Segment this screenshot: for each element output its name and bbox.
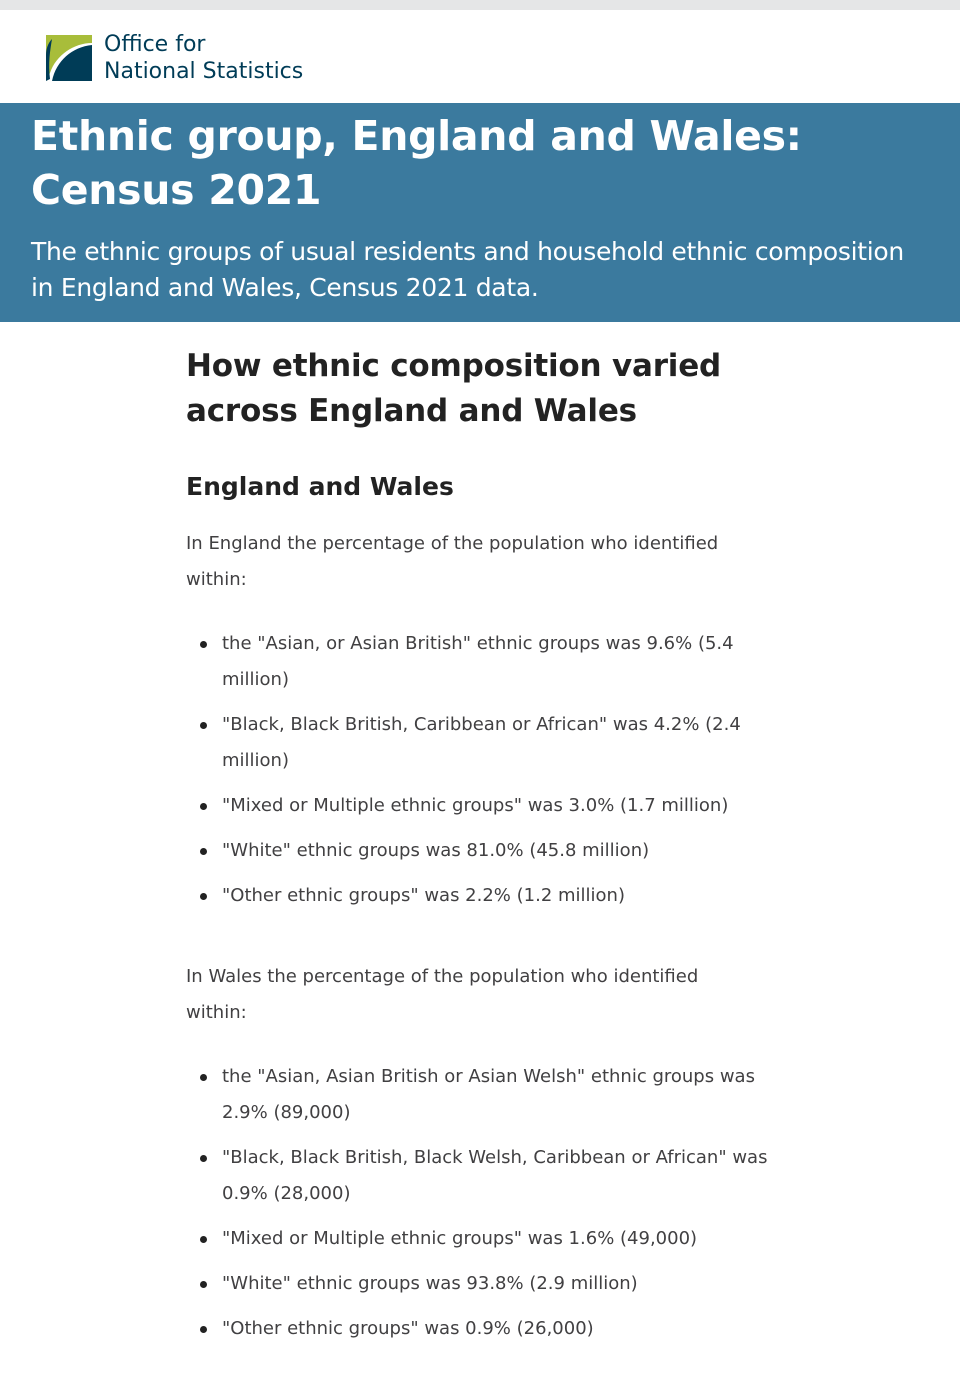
list-item: "Black, Black British, Black Welsh, Caribbean or African" was 0.9% (28,000) — [186, 1140, 786, 1212]
list-item: "Other ethnic groups" was 2.2% (1.2 million) — [186, 878, 786, 914]
site-header — [0, 10, 960, 103]
list-item: the "Asian, or Asian British" ethnic groups was 9.6% (5.4 million) — [186, 626, 786, 698]
list-item: "White" ethnic groups was 93.8% (2.9 million) — [186, 1266, 786, 1302]
page-title: Ethnic group, England and Wales: Census 2021 — [31, 112, 802, 214]
list-item: the "Asian, Asian British or Asian Welsh" ethnic groups was 2.9% (89,000) — [186, 1059, 786, 1131]
list-item: "Black, Black British, Caribbean or African" was 4.2% (2.4 million) — [186, 707, 786, 779]
logo-text-line2: National Statistics — [104, 59, 304, 84]
ons-logo-link[interactable] — [44, 31, 303, 85]
logo-text — [104, 31, 303, 85]
wales-list — [186, 1059, 786, 1347]
page-subtitle: The ethnic groups of usual residents and household ethnic composition in England and Wales, Census 2021 data. — [31, 237, 904, 302]
england-intro: In England the percentage of the population who identified within: — [186, 533, 719, 590]
list-item: "Mixed or Multiple ethnic groups" was 1.6% (49,000) — [186, 1221, 786, 1257]
main-content — [186, 344, 786, 1356]
subsection-title: England and Wales — [186, 472, 454, 501]
list-item: "White" ethnic groups was 81.0% (45.8 million) — [186, 833, 786, 869]
england-list — [186, 626, 786, 914]
ons-logo-icon — [44, 33, 94, 83]
wales-intro: In Wales the percentage of the population who identified within: — [186, 966, 699, 1023]
logo-text-line1: Office for — [104, 32, 206, 57]
list-item: "Mixed or Multiple ethnic groups" was 3.0% (1.7 million) — [186, 788, 786, 824]
top-strip — [0, 0, 960, 10]
list-item: "Other ethnic groups" was 0.9% (26,000) — [186, 1311, 786, 1347]
hero-banner — [0, 103, 960, 322]
section-title: How ethnic composition varied across England and Wales — [186, 348, 722, 429]
